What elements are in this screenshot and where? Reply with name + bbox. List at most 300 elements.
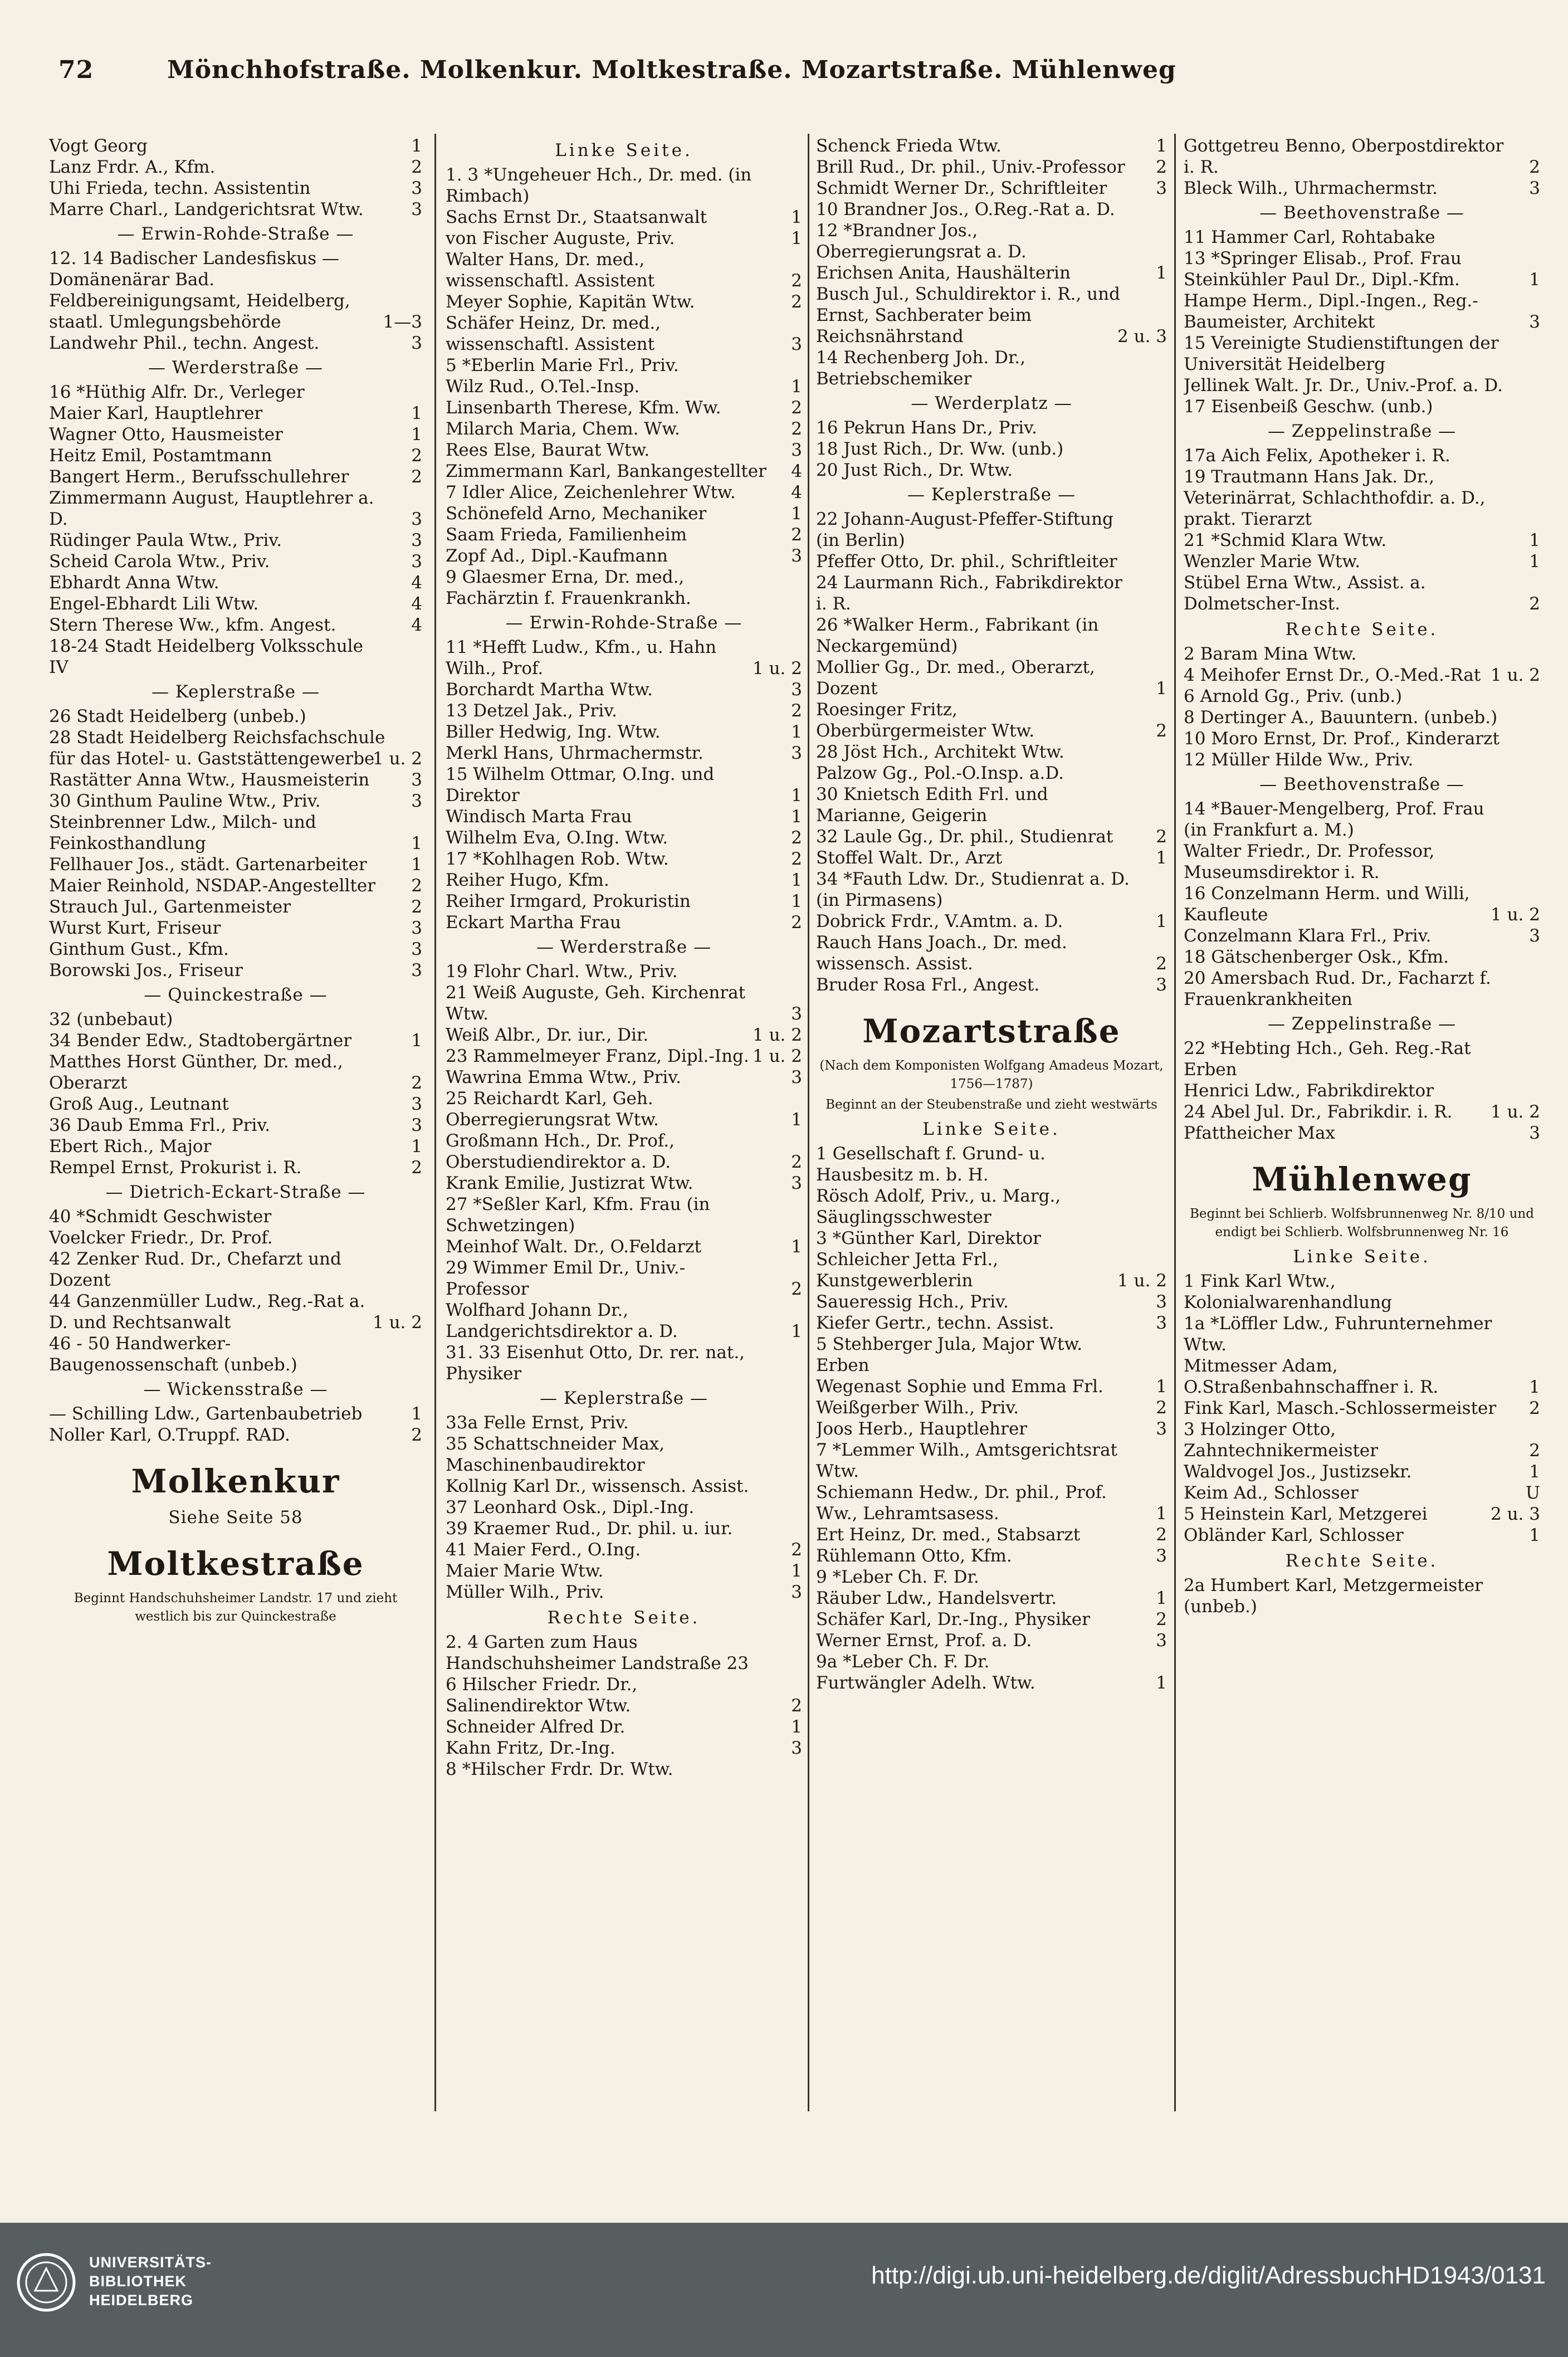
resident-entry [49,769,422,790]
resident-entry [816,911,1167,932]
resident-entry [446,355,802,376]
resident-entry [816,551,1167,572]
resident-entry [1184,1271,1540,1313]
resident-entry [816,932,1167,974]
resident-entry [816,1291,1167,1312]
entry-text: 32 (unbebaut) [49,1009,173,1029]
entry-text: Rösch Adolf, Priv., u. Marg., Säuglingsschwester [816,1186,1061,1227]
resident-entry [1184,643,1540,665]
resident-entry [816,284,1167,347]
entry-text: 34 Bender Edw., Stadtobergärtner [49,1031,352,1051]
resident-entry [446,637,802,679]
page-number: 72 [58,56,94,84]
floor-number: 2 [411,1073,422,1093]
resident-entry [816,1228,1167,1249]
resident-entry [816,1672,1167,1694]
logo-line: UNIVERSITÄTS- [89,2254,212,2271]
resident-entry [816,1524,1167,1545]
resident-entry [1184,290,1540,333]
entry-text: 24 Abel Jul. Dr., Fabrikdir. i. R. [1184,1102,1453,1122]
floor-number: 4 [411,573,422,593]
resident-entry [446,567,802,609]
resident-entry [49,487,422,530]
entry-text: 12 *Brandner Jos., Oberregierungsrat a. D. [816,221,1027,262]
resident-entry [446,1300,802,1342]
entry-text: 21 Weiß Auguste, Geh. Kirchenrat Wtw. [446,983,746,1024]
entry-text: 1a *Löffler Ldw., Fuhrunternehmer Wtw. [1184,1314,1492,1355]
floor-number: 2 [411,446,422,466]
resident-entry [446,482,802,503]
entry-text: Mollier Gg., Dr. med., Oberarzt, Dozent [816,657,1095,699]
entry-text: 8 Dertinger A., Bauuntern. (unbeb.) [1184,707,1498,728]
resident-entry [1184,227,1540,248]
resident-entry [1184,1525,1540,1546]
entry-text: Joos Herb., Hauptlehrer [816,1419,1028,1439]
resident-entry [1184,946,1540,968]
entry-text: Schäfer Heinz, Dr. med., wissenschaftl. Assistent [446,313,661,354]
resident-entry [1184,883,1540,925]
floor-number: 3 [1529,1123,1540,1143]
floor-number: 1 [791,504,802,524]
resident-entry [49,1157,422,1178]
floor-number: 2 [411,1425,422,1445]
entry-text: 3 Holzinger Otto, Zahntechnikermeister [1184,1419,1379,1461]
entry-text: Stübel Erna Wtw., Assist. a. Dolmetscher-Inst. [1184,573,1426,614]
floor-number: 3 [411,552,422,572]
floor-number: 2 [1529,1398,1540,1418]
resident-entry [446,1342,802,1384]
resident-entry [1184,1419,1540,1461]
entry-text: 16 *Hüthig Alfr. Dr., Verleger [49,382,305,402]
entry-text: Stern Therese Ww., kfm. Angest. [49,615,336,635]
floor-number: 2 [1156,1398,1167,1418]
resident-entry [446,418,802,440]
resident-entry [446,524,802,545]
resident-entry [816,826,1167,847]
resident-entry [446,461,802,482]
street-note: Beginnt bei Schlierb. Wolfsbrunnenweg Nr. 8/10 und endigt bei Schlierb. Wolfsbrunnenweg Nr. 16 [1190,1207,1534,1240]
entry-text: Heitz Emil, Postamtmann [49,446,272,466]
floor-number: 2 [1156,954,1167,974]
resident-entry [1184,551,1540,572]
entry-text: Rempel Ernst, Prokurist i. R. [49,1158,302,1178]
entry-text: 18-24 Stadt Heidelberg Volksschule IV [49,636,363,677]
entry-text: Wenzler Marie Wtw. [1184,552,1361,572]
resident-entry [1184,665,1540,686]
floor-number: 3 [411,791,422,811]
entry-text: 9 *Leber Ch. F. Dr. [816,1567,979,1587]
entry-text: Müller Wilh., Priv. [446,1582,604,1602]
floor-number: 4 [791,482,802,502]
resident-entry [446,291,802,313]
cross-street-divider: — Wickensstraße — [143,1379,328,1399]
entry-text: 27 *Seßler Karl, Kfm. Frau (in Schwetzingen) [446,1194,710,1236]
floor-number: 2 [791,419,802,439]
entry-text: 41 Maier Ferd., O.Ing. [446,1540,641,1560]
entry-text: Brill Rud., Dr. phil., Univ.-Professor [816,157,1125,177]
resident-entry [49,939,422,960]
entry-text: Wilhelm Eva, O.Ing. Wtw. [446,828,668,848]
column-2 [446,135,802,2113]
resident-entry [816,699,1167,741]
resident-entry [1184,1123,1540,1144]
cross-street-divider: — Quinckestraße — [144,985,328,1005]
entry-text: Waldvogel Jos., Justizsekr. [1184,1462,1412,1482]
floor-number: 1 [1529,1525,1540,1545]
street-heading: Mühlenweg [1252,1160,1472,1198]
entry-text: Maier Karl, Hauptlehrer [49,403,263,423]
floor-number: 1 [411,1031,422,1051]
entry-text: 28 Stadt Heidelberg Reichsfachschule für das Hotel- u. Gaststättengewerbe [49,728,385,769]
entry-text: Wawrina Emma Wtw., Priv. [446,1067,681,1087]
resident-entry [816,1545,1167,1567]
cross-street-divider: — Zeppelinstraße — [1267,421,1457,441]
resident-entry [816,199,1167,220]
entry-text: 30 Ginthum Pauline Wtw., Priv. [49,791,321,811]
floor-number: U [1525,1483,1540,1503]
entry-text: Borowski Jos., Friseur [49,960,243,980]
resident-entry [816,178,1167,199]
entry-text: 11 *Hefft Ludw., Kfm., u. Hahn Wilh., Prof. [446,637,717,679]
resident-entry [1184,925,1540,946]
entry-text: 36 Daub Emma Frl., Priv. [49,1115,271,1135]
entry-text: Zimmermann August, Hauptlehrer a. D. [49,488,374,529]
entry-text: 15 Wilhelm Ottmar, O.Ing. und Direktor [446,764,715,806]
resident-entry [49,960,422,981]
entry-text: Lanz Frdr. A., Kfm. [49,157,216,177]
entry-text: Obländer Karl, Schlosser [1184,1525,1404,1545]
entry-text: 9a *Leber Ch. F. Dr. [816,1652,990,1672]
resident-entry [816,1651,1167,1672]
entry-text: 6 Arnold Gg., Priv. (unb.) [1184,686,1403,706]
entry-text: 7 *Lemmer Wilh., Amtsgerichtsrat Wtw. [816,1440,1118,1481]
entry-text: Saueressig Hch., Priv. [816,1292,1009,1312]
entry-text: 39 Kraemer Rud., Dr. phil. u. iur. [446,1519,733,1539]
entry-text: 21 *Schmid Klara Wtw. [1184,530,1387,550]
entry-text: 19 Flohr Charl. Wtw., Priv. [446,962,678,982]
floor-number: 3 [1156,975,1167,995]
resident-entry [49,636,422,678]
floor-number: 4 [791,461,802,481]
entry-text: Schmidt Werner Dr., Schriftleiter [816,178,1107,198]
resident-entry [49,1009,422,1030]
floor-number: 2 [1156,157,1167,177]
floor-number: 2 [411,467,422,487]
entry-text: 2a Humbert Karl, Metzgermeister (unbeb.) [1184,1575,1483,1617]
resident-entry [49,854,422,875]
entry-text: 34 *Fauth Ldw. Dr., Studienrat a. D. (in Pirmasens) [816,869,1130,910]
resident-entry [49,1333,422,1375]
entry-text: 10 Brandner Jos., O.Reg.-Rat a. D. [816,199,1115,219]
floor-number: 1 u. 2 [373,749,422,769]
resident-entry [816,1439,1167,1482]
footer-bar [0,2223,1568,2357]
floor-number: 2 [411,157,422,177]
entry-text: Fink Karl, Masch.-Schlossermeister [1184,1398,1497,1418]
resident-entry [1184,248,1540,269]
resident-entry [49,1206,422,1227]
resident-entry [816,1418,1167,1439]
entry-text: Bangert Herm., Berufsschullehrer [49,467,349,487]
cross-street-divider: — Erwin-Rohde-Straße — [505,613,743,633]
entry-text: Schleicher Jetta Frl., Kunstgewerblerin [816,1250,999,1291]
floor-number: 2 [1156,1609,1167,1629]
floor-number: 2 [791,912,802,933]
entry-text: Strauch Jul., Gartenmeister [49,897,291,917]
resident-entry [446,440,802,461]
entry-text: Matthes Horst Günther, Dr. med., Oberarzt [49,1052,343,1093]
entry-text: 7 Idler Alice, Zeichenlehrer Wtw. [446,482,736,502]
resident-entry [446,313,802,355]
entry-text: Ginthum Gust., Kfm. [49,939,229,959]
entry-text: 17 *Kohlhagen Rob. Wtw. [446,849,669,869]
entry-text: 20 Just Rich., Dr. Wtw. [816,460,1013,480]
floor-number: 3 [791,743,802,763]
entry-text: 37 Leonhard Osk., Dipl.-Ing. [446,1497,695,1517]
resident-entry [446,1539,802,1560]
entry-text: Windisch Marta Frau [446,807,632,827]
floor-number: 1 [411,136,422,156]
floor-number: 1 [791,785,802,806]
resident-entry [446,503,802,524]
floor-number: 1 u. 2 [753,1046,802,1066]
entry-text: Biller Hedwig, Ing. Wtw. [446,722,661,742]
library-logo-text [89,2253,212,2310]
entry-text: Werner Ernst, Prof. a. D. [816,1631,1032,1651]
entry-text: Wolfhard Johann Dr., Landgerichtsdirektor a. D. [446,1300,678,1341]
resident-entry [446,397,802,418]
floor-number: 4 [411,615,422,635]
resident-entry [446,870,802,891]
resident-entry [1184,445,1540,466]
resident-entry [816,572,1167,614]
resident-entry [816,1334,1167,1376]
floor-number: 1 [411,833,422,853]
resident-entry [49,1424,422,1446]
resident-entry [49,1403,422,1424]
resident-entry [446,1236,802,1257]
resident-entry [446,1046,802,1067]
floor-number: 1 u. 2 [373,1312,422,1333]
resident-entry [446,764,802,806]
resident-entry [49,1248,422,1291]
resident-entry [49,424,422,445]
resident-entry [446,827,802,848]
side-heading: Linke Seite. [1293,1247,1431,1267]
floor-number: 1—3 [383,312,422,332]
street-note: Beginnt Handschuhsheimer Landstr. 17 und zieht westlich bis zur Quinckestraße [74,1591,398,1624]
entry-text: 32 Laule Gg., Dr. phil., Studienrat [816,827,1113,847]
floor-number: 3 [1529,178,1540,198]
resident-entry [1184,1575,1540,1617]
resident-entry [446,1738,802,1759]
floor-number: 1 [1529,1377,1540,1397]
floor-number: 2 [411,897,422,917]
resident-entry [49,382,422,403]
resident-entry [49,896,422,918]
cross-street-divider: — Keplerstraße — [151,682,320,702]
entry-text: 13 *Springer Elisab., Prof. Frau [1184,248,1462,269]
floor-number: 1 [1156,1588,1167,1608]
floor-number: 1 [1529,270,1540,290]
resident-entry [816,1609,1167,1630]
entry-text: 3 *Günther Karl, Direktor [816,1228,1041,1248]
resident-entry [446,743,802,764]
resident-entry [816,417,1167,438]
cross-street-divider: — Dietrich-Eckart-Straße — [105,1182,366,1202]
entry-text: Wegenast Sophie und Emma Frl. [816,1377,1103,1397]
resident-entry [1184,178,1540,199]
entry-text: Hampe Herm., Dipl.-Ingen., Reg.-Baumeister, Architekt [1184,291,1478,332]
floor-number: 2 [1529,1441,1540,1461]
resident-entry [1184,707,1540,728]
entry-text: 14 Rechenberg Joh. Dr., Betriebschemiker [816,348,1026,389]
street-heading: Mozartstraße [862,1012,1121,1050]
logo-line: BIBLIOTHEK [89,2273,187,2290]
entry-text: 44 Ganzenmüller Ludw., Reg.-Rat a. D. und Rechtsanwalt [49,1291,365,1333]
resident-entry [446,1194,802,1236]
resident-entry [816,220,1167,262]
entry-text: 12. 14 Badischer Landesfiskus — Domänenärar Bad. Feldbereinigungsamt, Heidelberg, staatl. Umlegungsbehörde [49,248,350,332]
floor-number: 1 [1156,1673,1167,1693]
entry-text: 15 Vereinigte Studienstiftungen der Universität Heidelberg [1184,333,1499,374]
street-note: (Nach dem Komponisten Wolfgang Amadeus Mozart, 1756—1787) [819,1058,1164,1091]
floor-number: 1 [411,855,422,875]
resident-entry [446,1067,802,1088]
resident-entry [1184,1313,1540,1355]
floor-number: 3 [791,440,802,460]
entry-text: Rühlemann Otto, Kfm. [816,1546,1012,1566]
resident-entry [1184,968,1540,1010]
entry-text: Zimmermann Karl, Bankangestellter [446,461,766,481]
resident-entry [1184,841,1540,883]
floor-number: 3 [411,918,422,938]
entry-text: Borchardt Martha Wtw. [446,680,653,700]
cross-street-divider: — Keplerstraße — [907,485,1076,505]
floor-number: 2 [791,849,802,869]
entry-text: 31. 33 Eisenhut Otto, Dr. rer. nat., Physiker [446,1343,745,1384]
cross-street-divider: — Zeppelinstraße — [1267,1014,1457,1034]
floor-number: 1 [791,1321,802,1341]
resident-entry [49,1291,422,1333]
resident-entry [1184,1461,1540,1482]
floor-number: 3 [411,1094,422,1114]
column-rule [808,134,809,2111]
floor-number: 3 [791,1738,802,1758]
entry-text: 33a Felle Ernst, Priv. [446,1413,629,1433]
resident-entry [446,249,802,291]
floor-number: 1 [1156,136,1167,156]
side-heading: Rechte Seite. [1285,1551,1439,1571]
column-rule [1174,134,1176,2111]
entry-text: Rastätter Anna Wtw., Hausmeisterin [49,770,370,790]
floor-number: 3 [411,960,422,980]
entry-text: Reiher Hugo, Kfm. [446,870,609,890]
floor-number: 2 [791,525,802,545]
entry-text: Engel-Ebhardt Lili Wtw. [49,594,259,614]
entry-text: Stoffel Walt. Dr., Arzt [816,848,1003,868]
resident-entry [1184,1101,1540,1123]
entry-text: Bleck Wilh., Uhrmachermstr. [1184,178,1438,198]
floor-number: 1 u. 2 [1491,665,1540,685]
resident-entry [1184,333,1540,375]
floor-number: 3 [411,509,422,529]
resident-entry [816,1376,1167,1397]
resident-entry [446,1088,802,1130]
resident-entry [446,1024,802,1046]
side-heading: Rechte Seite. [1285,619,1439,640]
cross-street-divider: — Keplerstraße — [539,1388,709,1408]
entry-text: 35 Schattschneider Max, Maschinenbaudirektor [446,1434,665,1475]
floor-number: 1 [1156,1504,1167,1524]
resident-entry [446,1433,802,1476]
floor-number: 1 u. 2 [753,1025,802,1045]
floor-number: 1 [791,1561,802,1581]
entry-text: 6 Hilscher Friedr. Dr., Salinendirektor Wtw. [446,1675,638,1716]
floor-number: 1 [411,403,422,423]
resident-entry [816,1482,1167,1524]
floor-number: 1 [1156,679,1167,699]
resident-entry [1184,1080,1540,1101]
resident-entry [816,135,1167,157]
entry-text: 26 *Walker Herm., Fabrikant (in Neckargemünd) [816,615,1099,656]
resident-entry [1184,1482,1540,1504]
resident-entry [446,1257,802,1300]
floor-number: 1 [791,1717,802,1737]
logo-line: HEIDELBERG [89,2292,194,2309]
resident-entry [446,982,802,1024]
entry-text: 16 Conzelmann Herm. und Willi, Kaufleute [1184,884,1470,925]
resident-entry [49,1030,422,1051]
resident-entry [49,1227,422,1248]
street-heading: Molkenkur [131,1462,340,1500]
floor-number: 1 [1156,911,1167,931]
floor-number: 1 [1529,1462,1540,1482]
resident-entry [49,1136,422,1157]
resident-entry [446,1759,802,1780]
resident-entry [49,248,422,333]
resident-entry [49,157,422,178]
entry-text: 28 Jöst Hch., Architekt Wtw. [816,742,1064,762]
entry-text: Uhi Frieda, techn. Assistentin [49,178,311,198]
resident-entry [1184,686,1540,707]
floor-number: 3 [791,1004,802,1024]
floor-number: 3 [1156,1313,1167,1333]
floor-number: 1 [1156,1377,1167,1397]
floor-number: 3 [411,530,422,550]
floor-number: 2 [1156,827,1167,847]
entry-text: Wilz Rud., O.Tel.-Insp. [446,377,640,397]
resident-entry [446,545,802,567]
entry-text: Krank Emilie, Justizrat Wtw. [446,1173,693,1193]
source-url-link[interactable]: http://digi.ub.uni-heidelberg.de/diglit/AdressbuchHD1943/0131 [871,2262,1546,2289]
entry-text: 25 Reichardt Karl, Geh. Oberregierungsrat Wtw. [446,1089,659,1130]
column-4 [1184,135,1540,2113]
resident-entry [49,918,422,939]
entry-text: Walter Hans, Dr. med., wissenschaftl. Assistent [446,250,655,291]
resident-entry [446,679,802,700]
resident-entry [49,812,422,854]
entry-text: Wagner Otto, Hausmeister [49,424,283,445]
floor-number: 3 [411,333,422,353]
floor-number: 3 [411,770,422,790]
entry-text: Sachs Ernst Dr., Staatsanwalt [446,207,707,227]
entry-text: Erichsen Anita, Haushälterin [816,263,1071,283]
entry-text: 24 Laurmann Rich., Fabrikdirektor i. R. [816,573,1122,614]
entry-text: Wurst Kurt, Friseur [49,918,221,938]
entry-text: Maier Reinhold, NSDAP.-Angestellter [49,876,376,896]
entry-text: Steinkühler Paul Dr., Dipl.-Kfm. [1184,270,1460,290]
